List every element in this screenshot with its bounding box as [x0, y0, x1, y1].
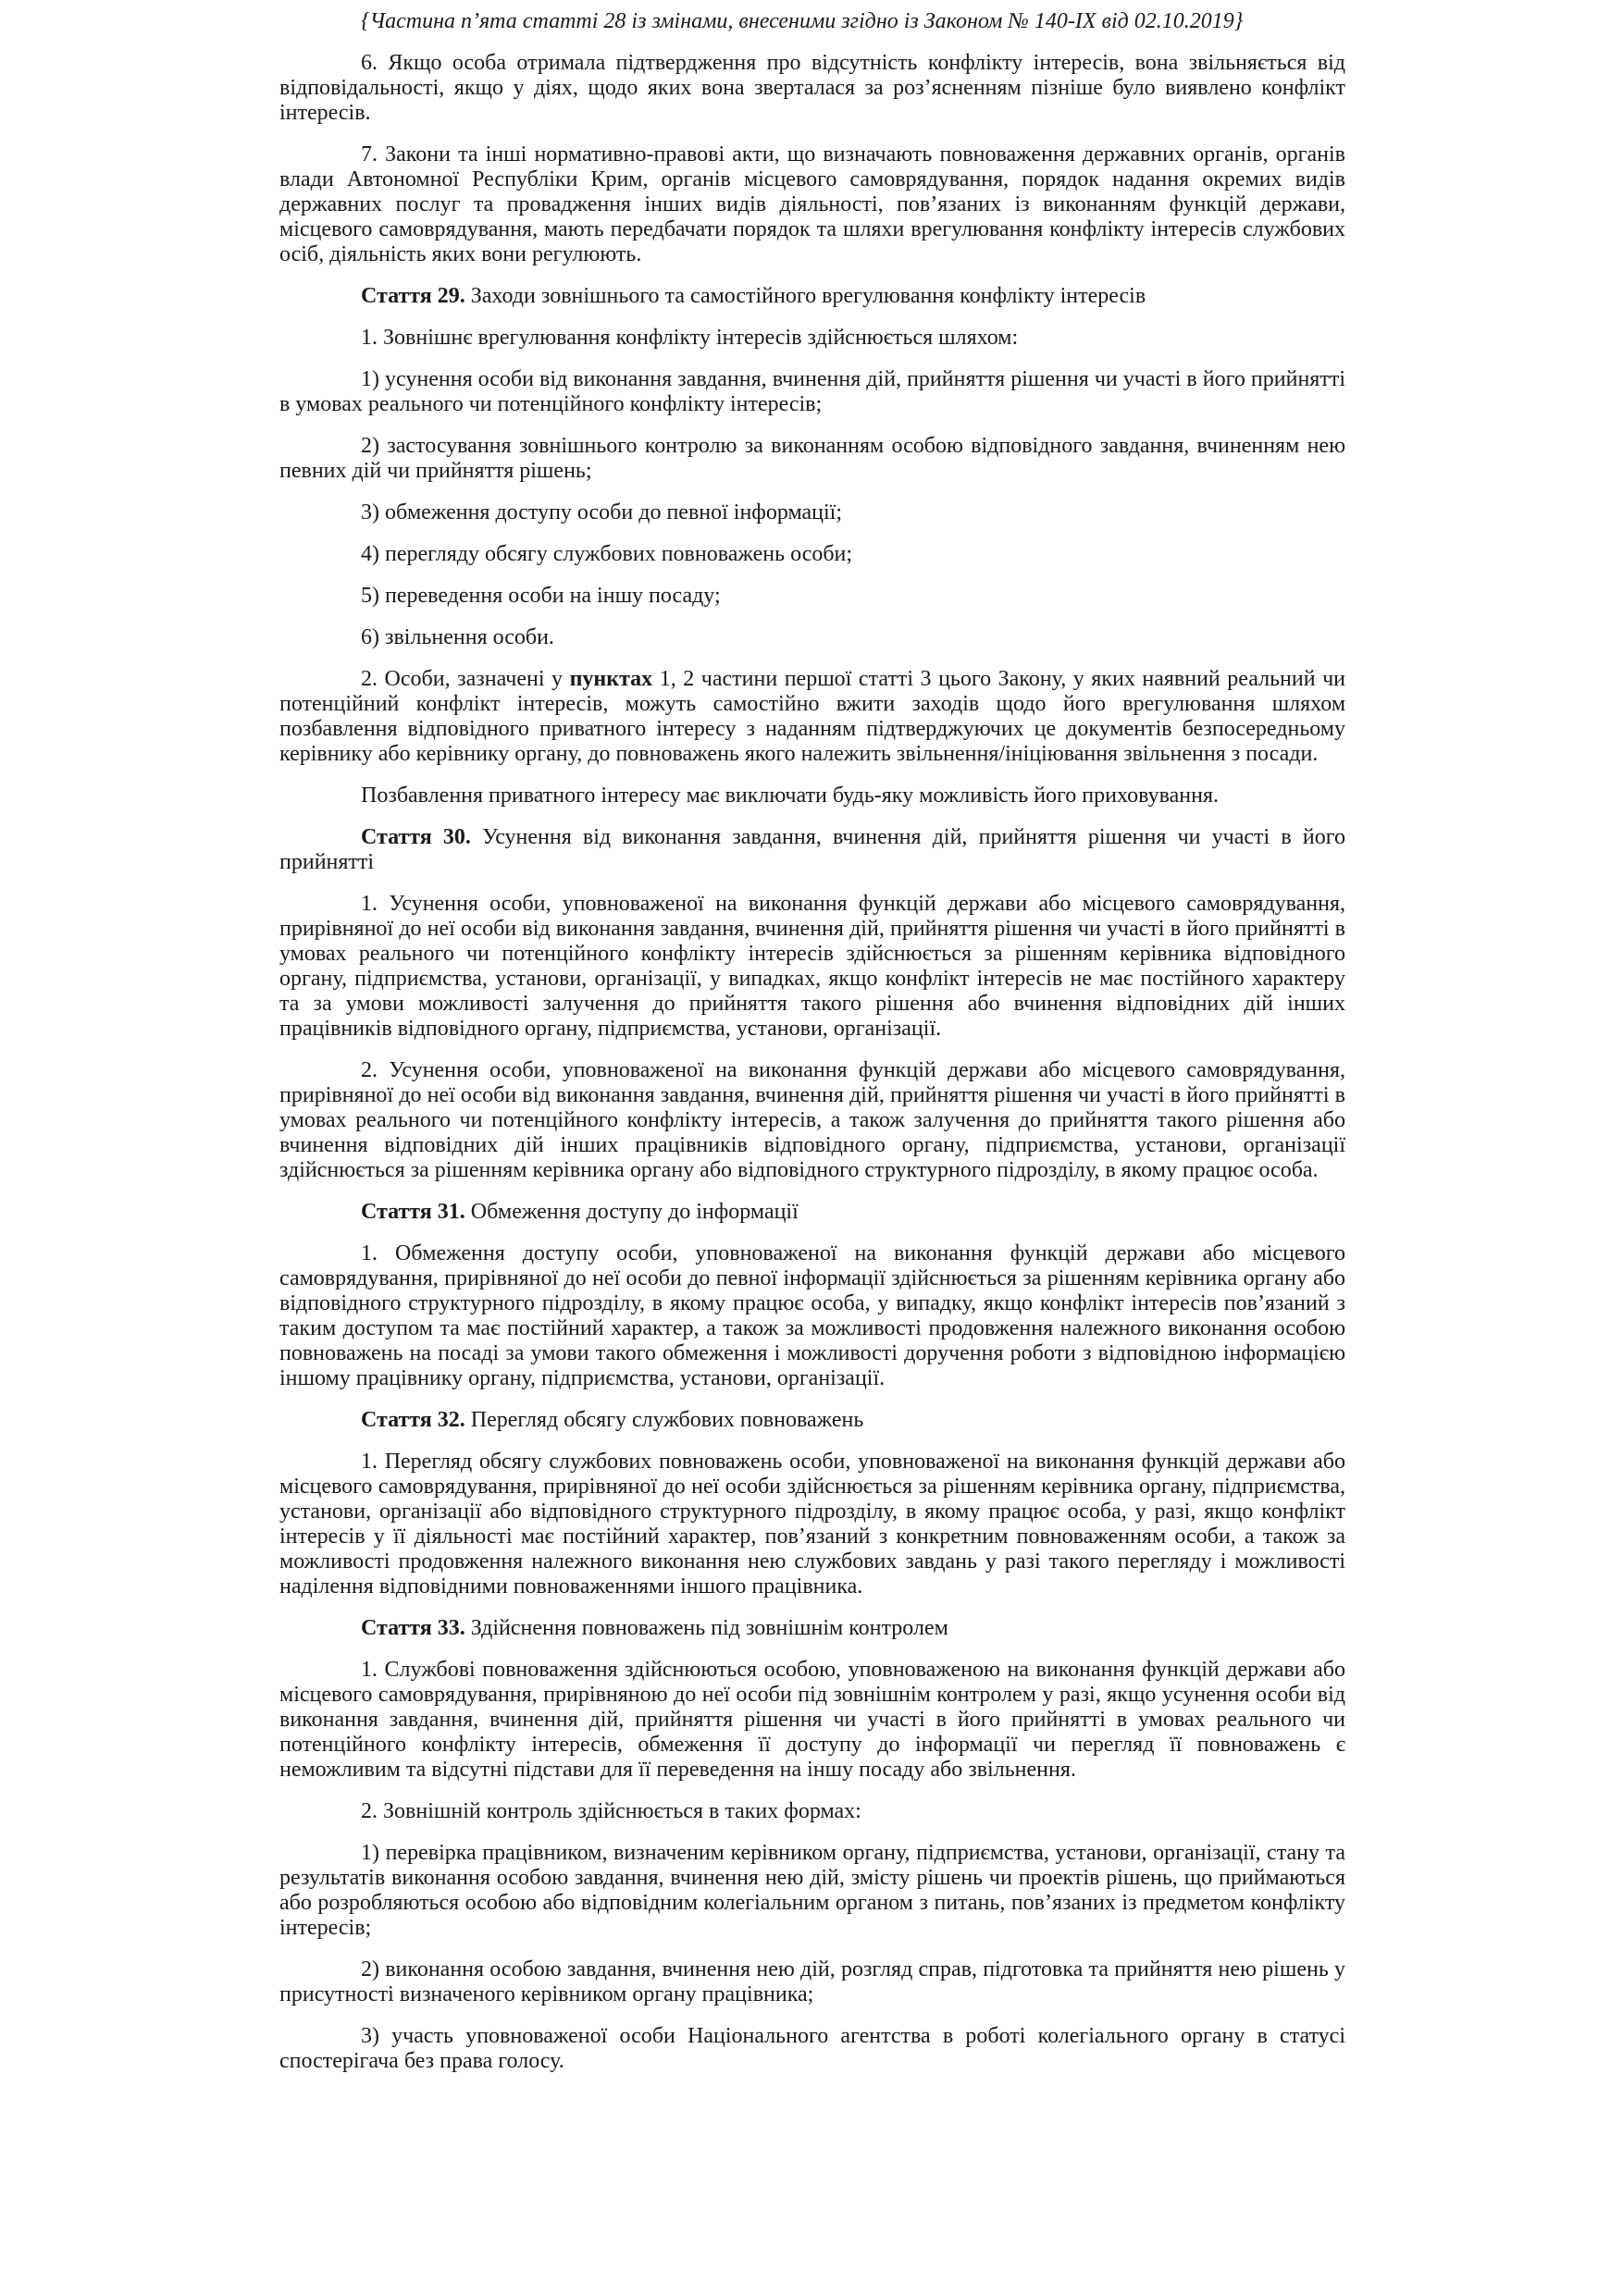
- text-segment: 3) участь уповноваженої особи Національного агентства в роботі колегіального органу в статусі спостерігача без права голосу.: [279, 2024, 1345, 2073]
- text-segment: Заходи зовнішнього та самостійного врегулювання конфлікту інтересів: [465, 284, 1146, 308]
- article-33-part-2: [279, 1799, 1345, 1824]
- text-segment: 1, 2 частини першої статті 3 цього Закону, у яких наявний реальний чи потенційний конфлікт інтересів, можуть самостійно вжити заходів щодо його врегулювання шляхом позбавлення відповідного приватного інтересу з наданням підтверджуючих це документів безпосередньому керівнику або керівнику органу, до повноважень якого належить звільнення/ініціювання звільнення з посади.: [279, 667, 1346, 766]
- text-segment: 2) виконання особою завдання, вчинення нею дій, розгляд справ, підготовка та прийняття нею рішень у присутності визначеного керівником органу працівника;: [279, 1957, 1345, 2006]
- article-29-part-1-item-3: [279, 500, 1345, 525]
- text-segment: Перегляд обсягу службових повноважень: [465, 1408, 864, 1432]
- text-segment: 1. Перегляд обсягу службових повноважень особи, уповноваженої на виконання функцій держави або місцевого самоврядування, прирівняної до неї особи здійснюється за рішенням керівника органу, підприємства, установи, організації або відповідного структурного підрозділу, в якому працює особа, у разі, якщо конфлікт інтересів у її діяльності має постійний характер, пов’язаний з конкретним повноваженням особи, а також за можливості продовження належного виконання нею службових завдань у разі такого перегляду і можливості наділення відповідними повноваженнями іншого працівника.: [279, 1450, 1345, 1599]
- article-33-part-2-item-1: [279, 1841, 1345, 1941]
- article-32-heading: [279, 1408, 1345, 1433]
- article-29-part-2: [279, 667, 1345, 767]
- text-segment: 1. Усунення особи, уповноваженої на виконання функцій держави або місцевого самоврядування, прирівняної до неї особи від виконання завдання, вчинення дій, прийняття рішення чи участі в його прийнятті в умовах реального чи потенційного конфлікту інтересів здійснюється за рішенням керівника відповідного органу, підприємства, установи, організації, у випадках, якщо конфлікт інтересів не має постійного характеру та за умови можливості залучення до прийняття такого рішення або вчинення відповідних дій інших працівників відповідного органу, підприємства, установи, організації.: [279, 892, 1345, 1041]
- article-31-part-1: [279, 1241, 1345, 1391]
- amendment-note-article-28: [279, 9, 1345, 34]
- text-segment: 1) усунення особи від виконання завдання, вчинення дій, прийняття рішення чи участі в його прийнятті в умовах реального чи потенційного конфлікту інтересів;: [279, 367, 1345, 416]
- text-segment: 1. Службові повноваження здійснюються особою, уповноваженою на виконання функцій держави або місцевого самоврядування, прирівняною до неї особи під зовнішнім контролем у разі, якщо усунення особи від виконання завдання, вчинення дій, прийняття рішення чи участі в його прийнятті в умовах реального чи потенційного конфлікту інтересів, обмеження її доступу до інформації чи перегляд її повноважень є неможливим та відсутні підстави для її переведення на іншу посаду або звільнення.: [279, 1658, 1345, 1782]
- article-29-part-1-item-6: [279, 625, 1345, 650]
- text-segment: Позбавлення приватного інтересу має виключати будь-яку можливість його приховування.: [361, 784, 1219, 808]
- article-33-part-1: [279, 1658, 1345, 1783]
- article-29-part-1: [279, 326, 1345, 351]
- text-segment: 1. Обмеження доступу особи, уповноваженої на виконання функцій держави або місцевого самоврядування, прирівняної до неї особи до певної інформації здійснюється за рішенням керівника органу або відповідного структурного підрозділу, в якому працює особа, у випадку, якщо конфлікт інтересів пов’язаний з таким доступом та має постійний характер, а також за можливості продовження належного виконання особою повноважень на посаді за умови такого обмеження і можливості доручення роботи з відповідною інформацією іншому працівнику органу, підприємства, установи, організації.: [279, 1241, 1345, 1390]
- article-33-heading: [279, 1616, 1345, 1641]
- text-segment: 6) звільнення особи.: [361, 625, 554, 649]
- link-article-29-part-2[interactable]: пунктах: [569, 667, 653, 691]
- article-33-part-2-item-3: [279, 2024, 1345, 2074]
- article-32-part-1: [279, 1450, 1345, 1599]
- text-segment: 7. Закони та інші нормативно-правові акти, що визначають повноваження державних органів, органів влади Автономної Республіки Крим, органів місцевого самоврядування, порядок надання окремих видів державних послуг та провадження інших видів діяльності, пов’язаних із виконанням функцій держави, місцевого самоврядування, мають передбачати порядок та шляхи врегулювання конфлікту інтересів службових осіб, діяльність яких вони регулюють.: [279, 142, 1345, 266]
- text-segment: 2) застосування зовнішнього контролю за виконанням особою відповідного завдання, вчиненням нею певних дій чи прийняття рішень;: [279, 434, 1345, 483]
- article-30-part-1: [279, 892, 1345, 1042]
- article-29-part-1-item-5: [279, 584, 1345, 609]
- article-30-part-2: [279, 1058, 1345, 1183]
- article-28-part-7: [279, 142, 1345, 267]
- article-29-part-2-para-2: [279, 784, 1345, 809]
- article-number: Стаття 32.: [361, 1408, 465, 1432]
- article-33-part-2-item-2: [279, 1957, 1345, 2007]
- text-segment: 2. Зовнішній контроль здійснюється в таких формах:: [361, 1799, 861, 1823]
- article-number: Стаття 33.: [361, 1616, 465, 1640]
- text-segment: 2. Усунення особи, уповноваженої на виконання функцій держави або місцевого самоврядування, прирівняної до неї особи від виконання завдання, вчинення дій, прийняття рішення чи участі в його прийнятті в умовах реального чи потенційного конфлікту інтересів, а також залучення до прийняття такого рішення або вчинення відповідних дій інших працівників відповідного органу, підприємства, установи, організації здійснюється за рішенням керівника органу або відповідного структурного підрозділу, в якому працює особа.: [279, 1058, 1345, 1182]
- text-segment: Обмеження доступу до інформації: [465, 1200, 799, 1224]
- text-segment: 1. Зовнішнє врегулювання конфлікту інтересів здійснюється шляхом:: [361, 326, 1019, 350]
- article-29-part-1-item-1: [279, 367, 1345, 417]
- text-segment: Усунення від виконання завдання, вчинення дій, прийняття рішення чи участі в його прийнятті: [279, 825, 1345, 874]
- article-number: Стаття 29.: [361, 284, 465, 308]
- text-segment: 5) переведення особи на іншу посаду;: [361, 584, 721, 608]
- article-number: Стаття 31.: [361, 1200, 465, 1224]
- text-segment: 2. Особи, зазначені у: [361, 667, 570, 691]
- article-28-part-6: [279, 51, 1345, 126]
- article-29-heading: [279, 284, 1345, 309]
- text-segment: {Частина п’ята статті 28 із змінами, внесеними згідно із Законом № 140-IX від 02.10.2019}: [361, 9, 1244, 33]
- text-segment: Здійснення повноважень під зовнішнім контролем: [465, 1616, 948, 1640]
- document-body: [279, 9, 1345, 2074]
- article-29-part-1-item-4: [279, 542, 1345, 567]
- text-segment: 1) перевірка працівником, визначеним керівником органу, підприємства, установи, організації, стану та результатів виконання особою завдання, вчинення нею дій, змісту рішень чи проектів рішень, що приймаються або розробляються особою або відповідним колегіальним органом з питань, пов’язаних із предметом конфлікту інтересів;: [279, 1841, 1345, 1940]
- article-29-part-1-item-2: [279, 434, 1345, 484]
- text-segment: 4) перегляду обсягу службових повноважень особи;: [361, 542, 853, 566]
- text-segment: 6. Якщо особа отримала підтвердження про відсутність конфлікту інтересів, вона звільняється від відповідальності, якщо у діях, щодо яких вона зверталася за роз’ясненням пізніше було виявлено конфлікт інтересів.: [279, 51, 1345, 125]
- article-30-heading: [279, 825, 1345, 875]
- article-31-heading: [279, 1200, 1345, 1225]
- article-number: Стаття 30.: [361, 825, 471, 849]
- text-segment: 3) обмеження доступу особи до певної інформації;: [361, 500, 843, 525]
